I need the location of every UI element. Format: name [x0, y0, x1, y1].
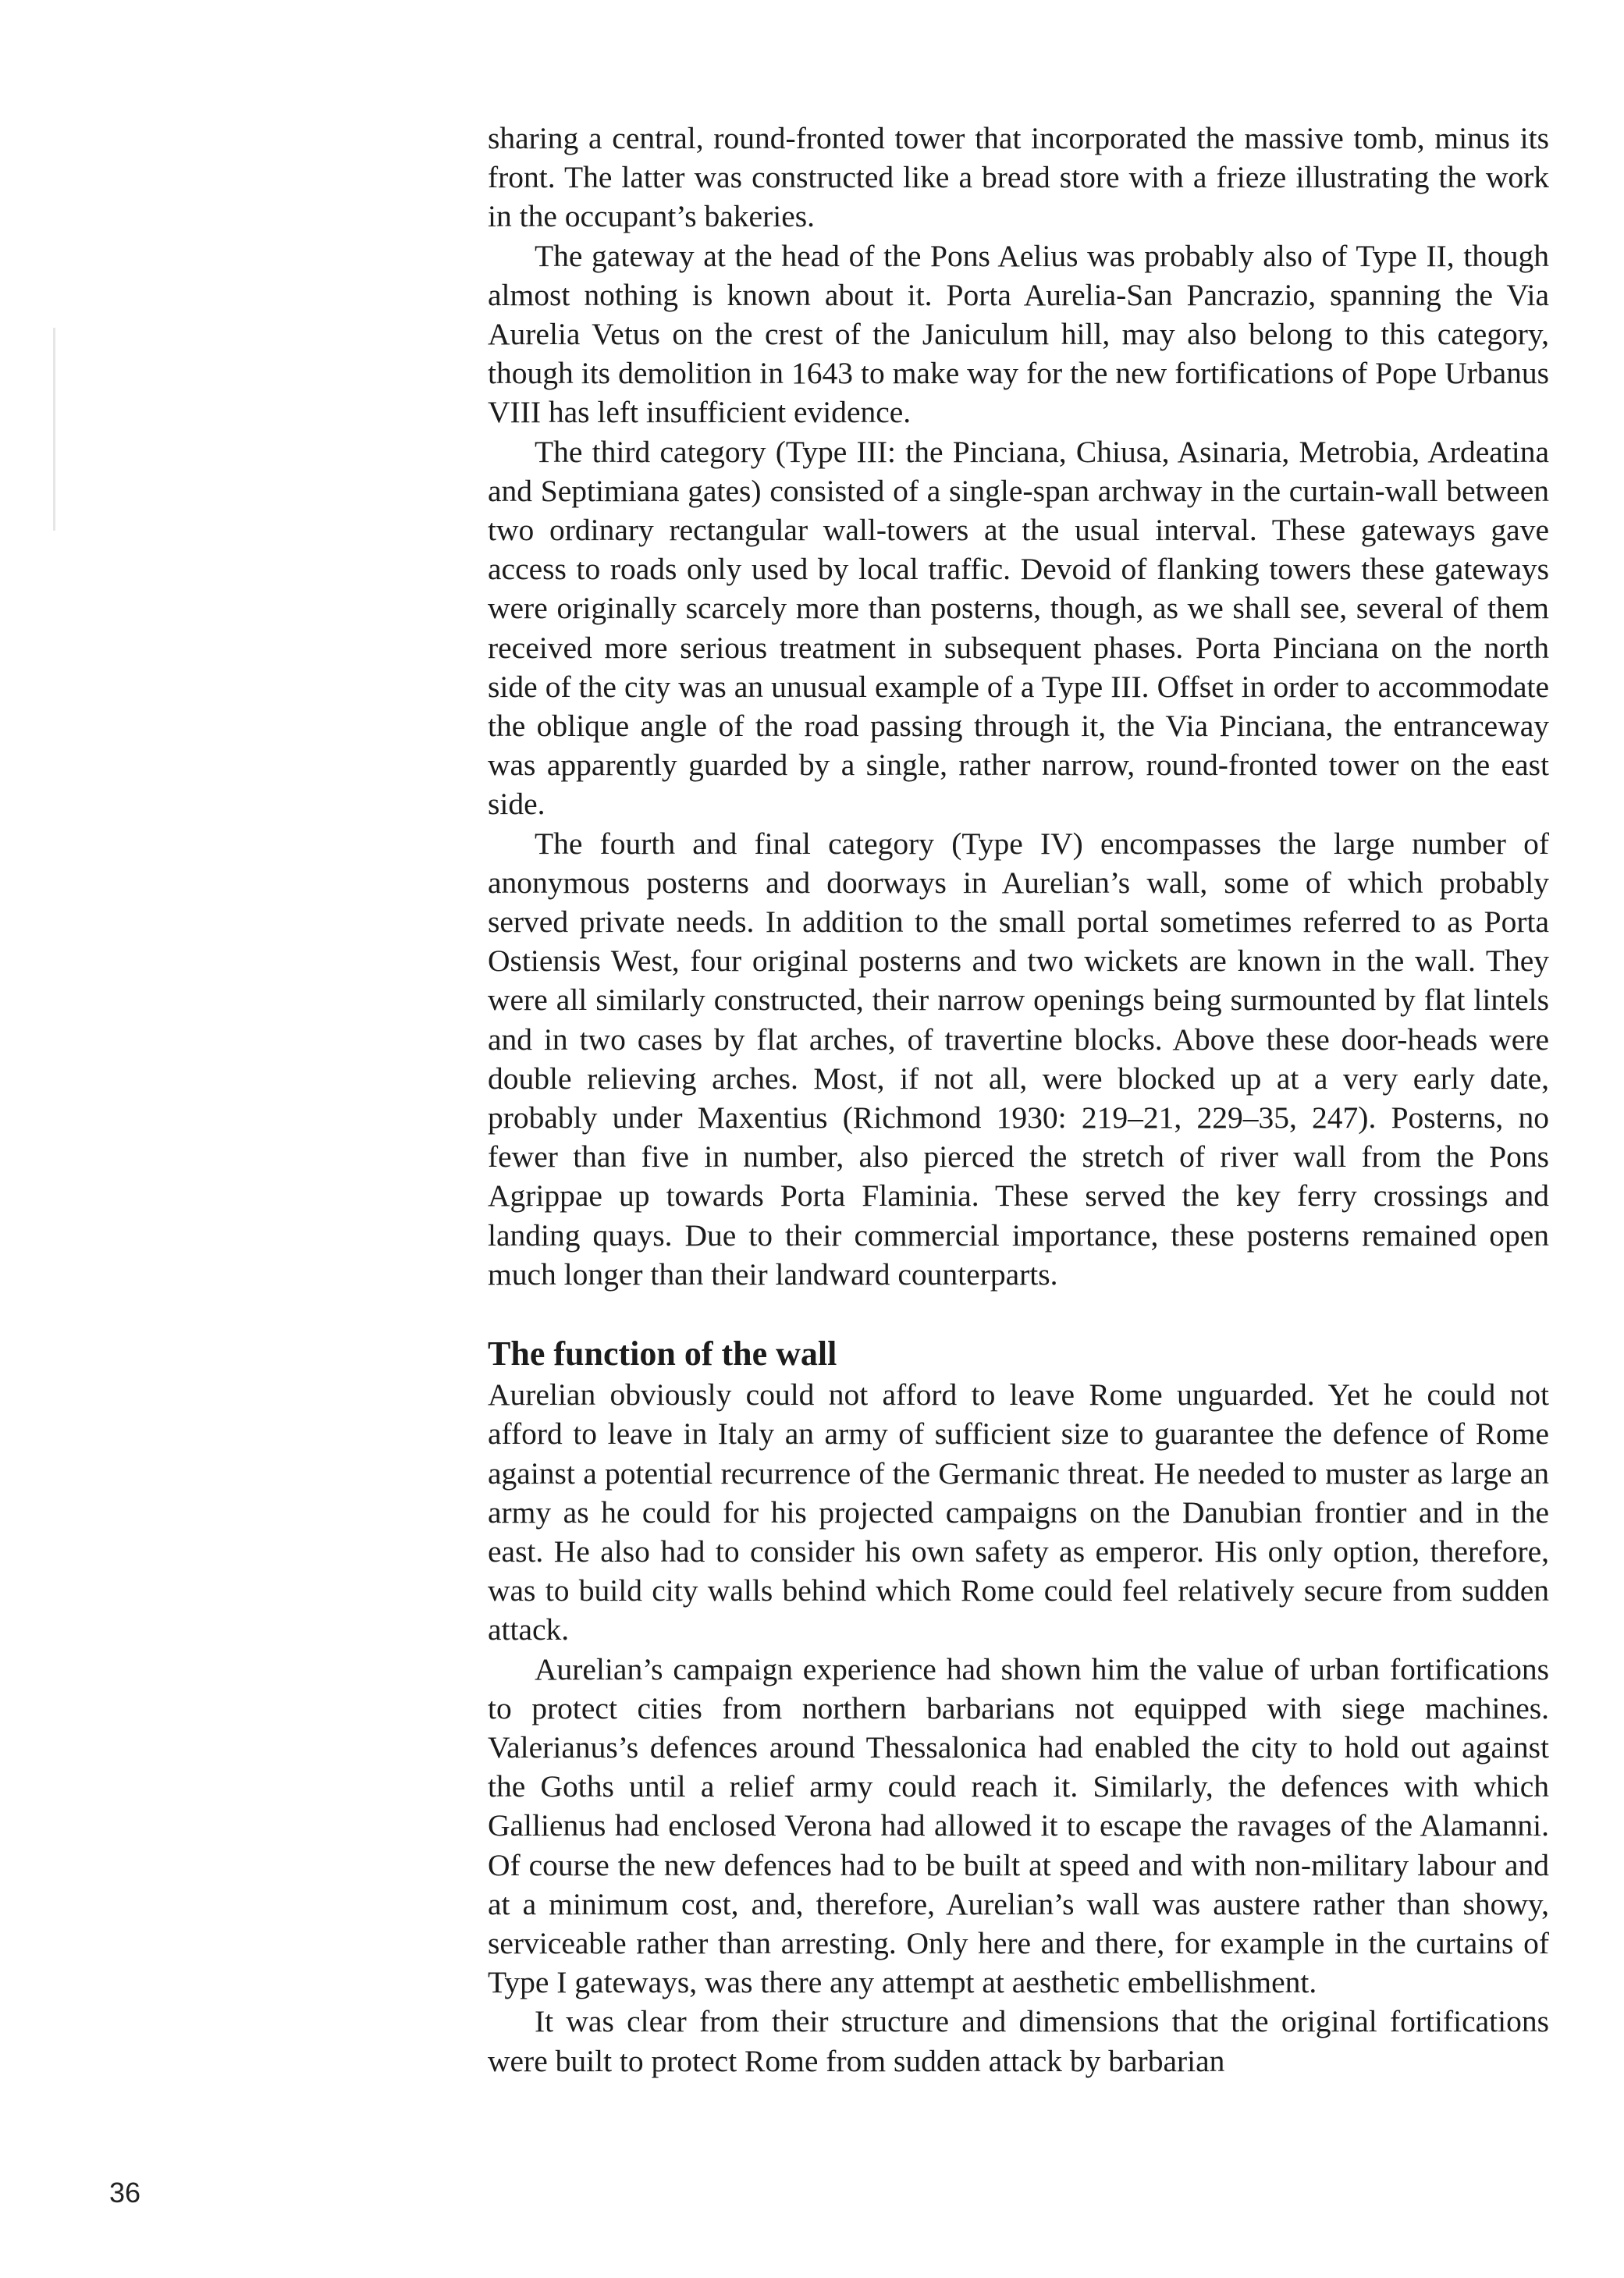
paragraph-pons-aelius-gateway: The gateway at the head of the Pons Aelius was probably also of Type II, though almost nothing is known about it. Porta Aurelia-San Pancrazio, spanning the Via Aurelia Vetus on the crest of the Janiculum hill, may also belong to this category, though its demolition in 1643 to make way for the new fortifications of Pope Urbanus VIII has left insufficient evidence. — [488, 238, 1549, 430]
paragraph-aurelian-rome-unguarded: Aurelian obviously could not afford to leave Rome unguarded. Yet he could not afford to leave in Italy an army of sufficient size to guarantee the defence of Rome against a potential recurrence of the Germanic threat. He needed to muster as large an army as he could for his projected campaigns on the Danubian frontier and in the east. He also had to consider his own safety as emperor. His only option, therefore, was to build city walls behind which Rome could feel relatively secure from sudden attack. — [488, 1377, 1549, 1647]
paragraph-campaign-experience: Aurelian’s campaign experience had shown him the value of urban fortifications to protect cities from northern barbarians not equipped with siege machines. Valerianus’s defences around Thessalonica had enabled the city to hold out against the Goths until a relief army could reach it. Similarly, the defences with which Gallienus had enclosed Verona had allowed it to escape the ravages of the Alamanni. Of course the new defences had to be built at speed and with non-military labour and at a minimum cost, and, therefore, Aurelian’s wall was austere rather than showy, serviceable rather than arresting. Only here and there, for example in the curtains of Type I gateways, was there any attempt at aesthetic embellishment. — [488, 1651, 1549, 2000]
paragraph-type-iii-gates: The third category (Type III: the Pinciana, Chiusa, Asinaria, Metrobia, Ardeatina and Septimiana gates) consisted of a single-span archway in the curtain-wall between two ordinary rectangular wall-towers at the usual interval. These gateways gave access to roads only used by local traffic. Devoid of flanking towers these gateways were originally scarcely more than posterns, though, as we shall see, several of them received more serious treatment in subsequent phases. Porta Pinciana on the north side of the city was an unusual example of a Type III. Offset in order to accommodate the oblique angle of the road passing through it, the Via Pinciana, the entranceway was apparently guarded by a single, rather narrow, round-fronted tower on the east side. — [488, 434, 1549, 822]
paragraph-type-iv-posterns: The fourth and final category (Type IV) encompasses the large number of anonymous posterns and doorways in Aurelian’s wall, some of which probably served private needs. In addition to the small portal sometimes referred to as Porta Ostiensis West, four original posterns and two wickets are known in the wall. They were all similarly constructed, their narrow openings being surmounted by flat lintels and in two cases by flat arches, of travertine blocks. Above these door-heads were double relieving arches. Most, if not all, were blocked up at a very early date, probably under Maxentius (Richmond 1930: 219–21, 229–35, 247). Posterns, no fewer than five in number, also pierced the stretch of river wall from the Pons Agrippae up towards Porta Flaminia. These served the key ferry crossings and landing quays. Due to their commercial importance, these posterns remained open much longer than their landward counterparts. — [488, 826, 1549, 1292]
paragraph-type-ii-tomb: sharing a central, round-fronted tower that incorporated the massive tomb, minus its front. The latter was constructed like a bread store with a frieze illustrating the work in the occupant’s bakeries. — [488, 121, 1549, 234]
paragraph-structure-dimensions: It was clear from their structure and dimensions that the original fortifications were built to protect Rome from sudden attack by barbarian — [488, 2004, 1549, 2078]
main-text-column — [488, 119, 1549, 2081]
section-heading: The function of the wall — [488, 1334, 837, 1374]
page-edge-shadow — [53, 328, 55, 531]
page-number: 36 — [109, 2177, 141, 2209]
